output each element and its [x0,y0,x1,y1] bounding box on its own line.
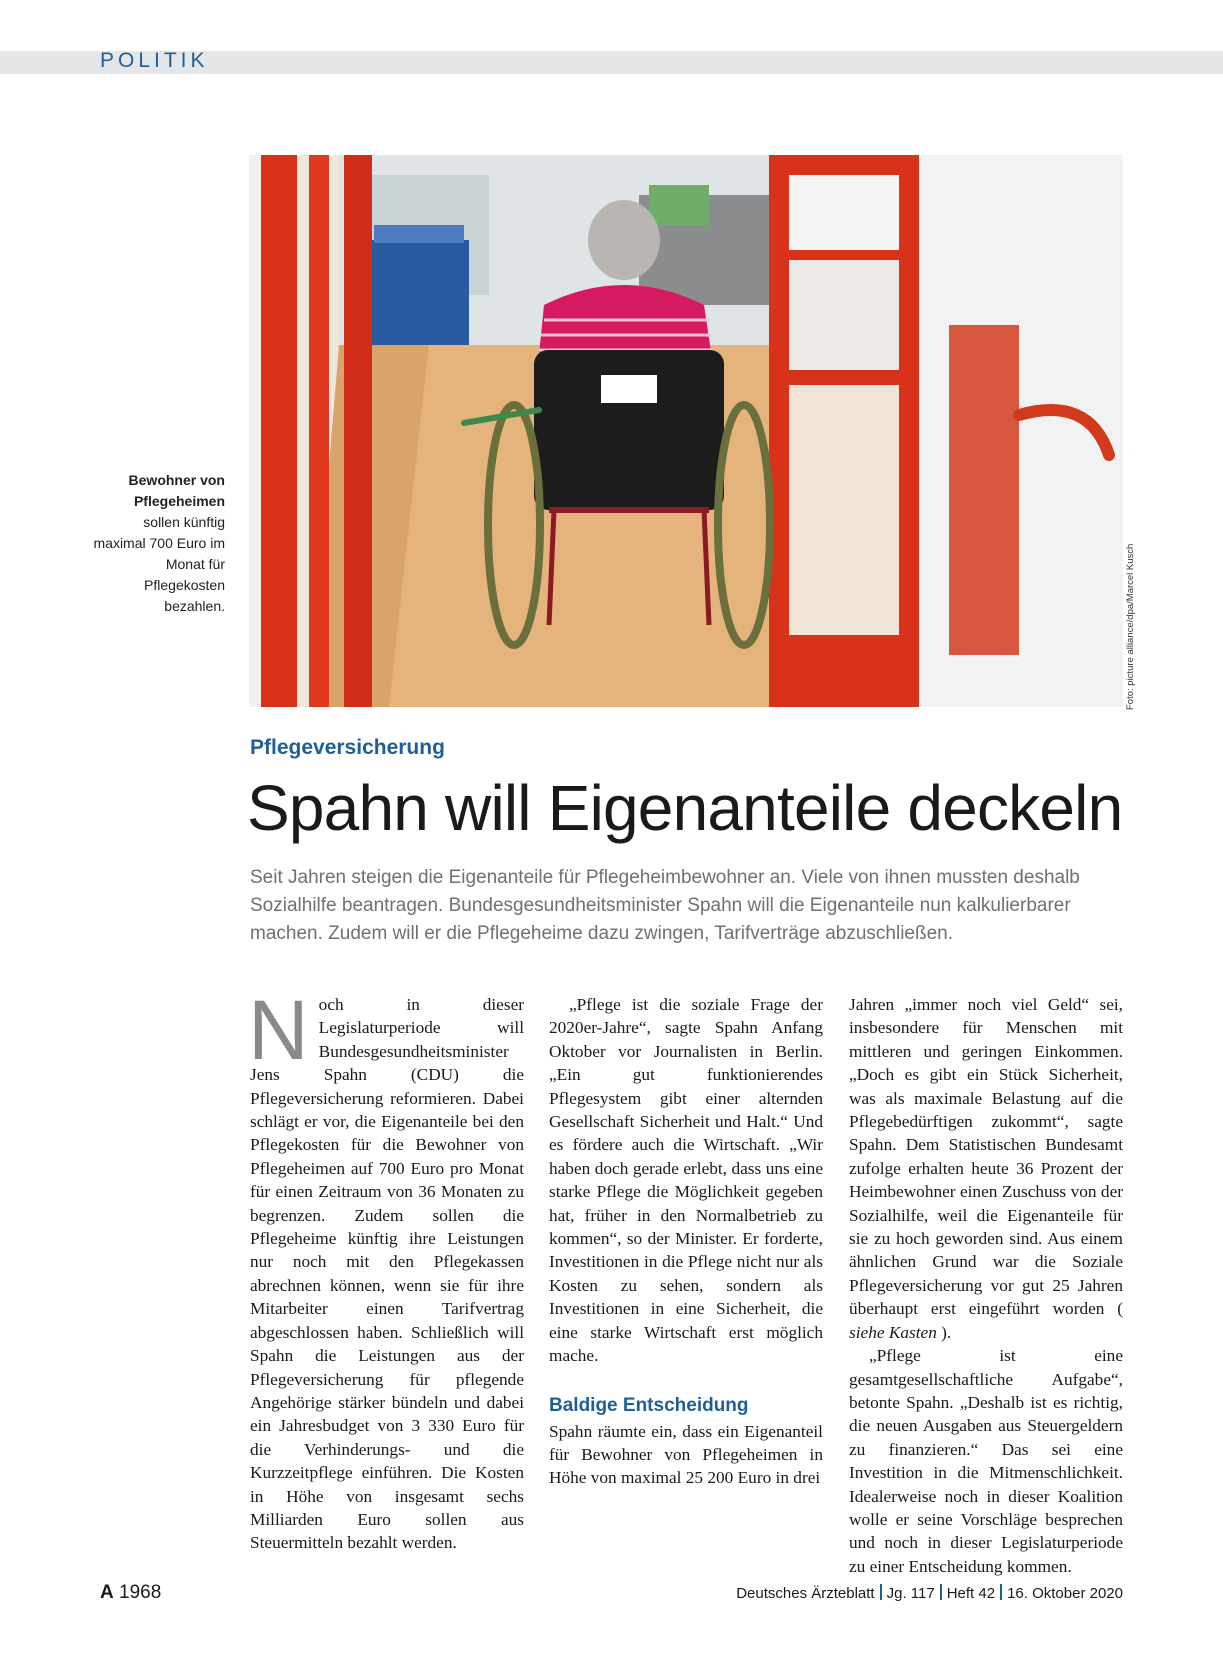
journal-volume: Jg. 117 [886,1585,935,1602]
article-subheading: Baldige Entscheidung [549,1394,749,1416]
journal-footer [736,1584,1123,1602]
paragraph-3-end-cont: ). [941,1322,952,1342]
article-headline: Spahn will Eigenanteile deckeln [247,772,1123,844]
article-paragraph-2: „Pflege ist die soziale Frage der 2020er-Jahre“, sagte Spahn Anfang Oktober vor Journalisten in Berlin. „Ein gut funktionierendes Pflegesystem gibt einer alternden Gesellschaft Sicherheit und Halt.“ Und es fördere auch die Wirtschaft. „Wir haben doch gerade erlebt, dass uns eine starke Pflege die Möglichkeit gegeben hat, früher in den Normalbetrieb zu kommen“, so der Minister. Er forderte, Investitionen in die Pflege nicht nur als Kosten zu sehen, sondern als Investitionen in eine Sicherheit, die eine starke Wirtschaft erst möglich mache. [549,995,823,1366]
footer-separator [940,1584,942,1600]
paragraph-1-text: och in dieser Legislaturperiode will Bundesgesundheitsminister Jens Spahn (CDU) die Pflegeversicherung reformieren. Dabei schlägt er vor, die Eigenanteile bei den Pflegekosten für die Bewohner von Pflegeheimen auf 700 Euro pro Monat für einen Zeitraum von 36 Monaten zu begrenzen. Zudem sollen die Pflegeheime künftig ihre Leistungen nur noch mit den Pflegekassen abrechnen können, wenn sie für ihre Mitarbeiter einen Tarifvertrag abgeschlossen haben. Schließlich will Spahn die Leistungen aus der Pflegeversicherung für pflegende Angehörige stärker bündeln und dabei ein Jahresbudget von 3 330 Euro für die Verhinderungs- und die Kurzzeitpflege einführen. Die Kosten in Höhe von insgesamt sechs Milliarden Euro sollen aus Steuermitteln bezahlt werden. [250,995,524,1553]
article-lead: Seit Jahren steigen die Eigenanteile für Pflegeheimbewohner an. Viele von ihnen mussten deshalb Sozialhilfe beantragen. Bundesgesundheitsminister Spahn will die Eigenanteile nun kalkulierbarer machen. Zudem will er die Pflegeheime dazu zwingen, Tarifverträge abzuschließen. [250,867,1080,944]
journal-date: 16. Oktober 2020 [1007,1585,1123,1602]
article-kicker: Pflegeversicherung [250,736,445,759]
article-paragraph-3-cont [849,993,1123,1344]
footer-separator [880,1584,882,1600]
article-photo [249,155,1123,707]
journal-name: Deutsches Ärzteblatt [736,1585,875,1602]
article-column-2 [549,993,823,1490]
section-label: POLITIK [100,49,209,72]
photo-credit: Foto: picture alliance/dpa/Marcel Kusch [1125,543,1136,710]
wheelchair-photo-illustration [249,155,1123,707]
article-column-3 [849,993,1123,1578]
photo-caption [92,470,225,617]
caption-text: sollen künftig maximal 700 Euro im Monat für Pflegekosten bezahlen. [93,514,225,614]
article-paragraph-1 [248,983,524,1555]
journal-issue: Heft 42 [946,1585,996,1602]
drop-cap: N [248,983,309,1077]
paragraph-3-text: Spahn räumte ein, dass ein Eigenanteil für Bewohner von Pflegeheimen in Höhe von maximal 25 200 Euro in drei [549,1421,823,1488]
footer-separator [1000,1584,1002,1600]
page-number-value: 1968 [119,1582,162,1603]
article-paragraph-3 [549,1420,823,1490]
caption-bold: Bewohner von Pflegeheimen [128,472,225,509]
paragraph-3-text-cont: Jahren „immer noch viel Geld“ sei, insbesondere für Menschen mit mittleren und geringen Einkommen. „Doch es gibt ein Stück Sicherheit, was als maximale Belastung auf die Pflegebedürftigen zukommt“, sagte Spahn. Dem Statistischen Bundesamt zufolge erhalten heute 36 Prozent der Heimbewohner einen Zuschuss von der Sozialhilfe, weil die Eigenanteile für sie zu hoch geworden sind. Aus einem ähnlichen Grund war die Soziale Pflegeversicherung vor gut 25 Jahren überhaupt erst eingeführt worden ( [849,995,1123,1319]
paragraph-3-italic-cont: siehe Kasten [849,1322,942,1342]
article-paragraph-4-cont: „Pflege ist eine gesamtgesellschaftliche Aufgabe“, betonte Spahn. „Deshalb ist es richtig, die neuen Ausgaben aus Steuergeldern zu finanzieren.“ Das sei eine Investition in die Mitmenschlichkeit. Idealerweise noch in dieser Koalition wolle er seine Vorschläge besprechen und noch in dieser Legislaturperiode zu einer Entscheidung kommen. [849,1346,1124,1576]
page-number [100,1582,161,1604]
article-column-1 [248,983,524,1555]
page-letter: A [100,1582,114,1603]
